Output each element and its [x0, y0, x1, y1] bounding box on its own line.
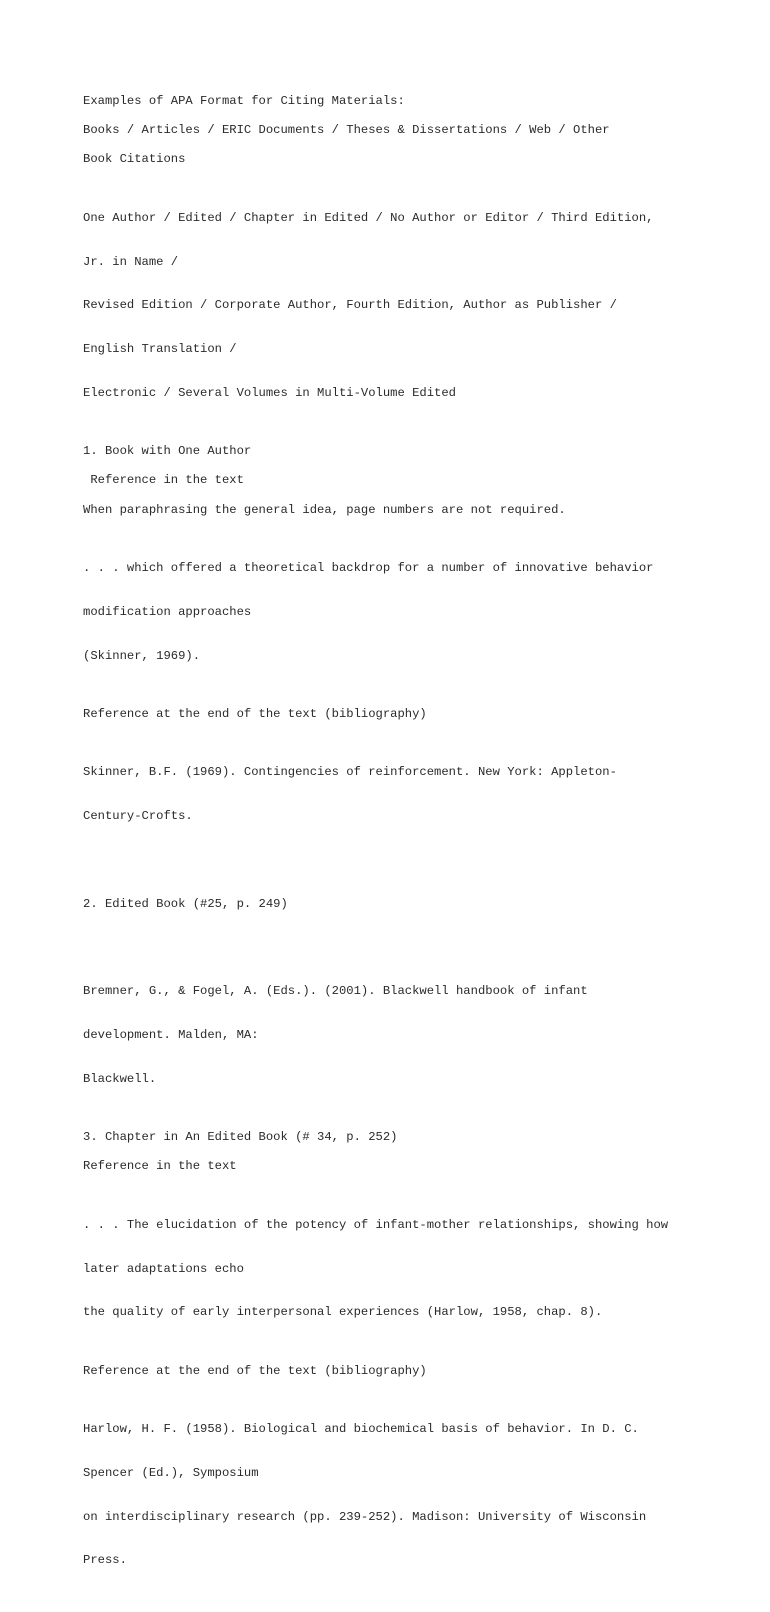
- example1-heading: 1. Book with One Author: [83, 444, 252, 459]
- document-page: [83, 94, 743, 1612]
- quote-line: the quality of early interpersonal experiences (Harlow, 1958, chap. 8).: [83, 1305, 603, 1320]
- example1-quote: [83, 532, 743, 693]
- quote-line: (Skinner, 1969).: [83, 648, 201, 663]
- example1-ref-text-label: Reference in the text: [83, 473, 244, 488]
- citation-line: Bremner, G., & Fogel, A. (Eds.). (2001). Blackwell handbook of infant: [83, 984, 588, 999]
- quote-line: . . . which offered a theoretical backdrop for a number of innovative behavior: [83, 561, 654, 575]
- example1-citation: [83, 736, 743, 853]
- category-navigation: Books / Articles / ERIC Documents / Theses & Dissertations / Web / Other: [83, 123, 610, 138]
- quote-line: modification approaches: [83, 604, 252, 619]
- example3-citation: [83, 1393, 743, 1597]
- document-title: Examples of APA Format for Citing Materials:: [83, 94, 405, 108]
- citation-line: Skinner, B.F. (1969). Contingencies of reinforcement. New York: Appleton-: [83, 765, 617, 780]
- example3-ref-end-label: Reference at the end of the text (bibliography): [83, 1363, 427, 1378]
- section-heading: Book Citations: [83, 152, 186, 167]
- citation-line: development. Malden, MA:: [83, 1028, 259, 1043]
- example2-heading: 2. Edited Book (#25, p. 249): [83, 896, 288, 911]
- book-types-line: One Author / Edited / Chapter in Edited / No Author or Editor / Third Edition,: [83, 210, 654, 225]
- example3-ref-text-label: Reference in the text: [83, 1159, 237, 1174]
- quote-line: . . . The elucidation of the potency of infant-mother relationships, showing how: [83, 1217, 669, 1232]
- example2-citation: [83, 955, 743, 1116]
- example1-note: When paraphrasing the general idea, page numbers are not required.: [83, 502, 566, 517]
- example3-quote: [83, 1189, 743, 1350]
- citation-line: Spencer (Ed.), Symposium: [83, 1465, 259, 1480]
- book-types-line: Revised Edition / Corporate Author, Fourth Edition, Author as Publisher /: [83, 298, 617, 313]
- example3-heading: 3. Chapter in An Edited Book (# 34, p. 252): [83, 1130, 398, 1145]
- citation-line: Century-Crofts.: [83, 809, 193, 824]
- book-types-line: English Translation /: [83, 342, 237, 357]
- citation-line: Press.: [83, 1553, 127, 1568]
- book-types-list: [83, 182, 743, 430]
- citation-line: Harlow, H. F. (1958). Biological and biochemical basis of behavior. In D. C.: [83, 1422, 639, 1437]
- citation-line: on interdisciplinary research (pp. 239-252). Madison: University of Wisconsin: [83, 1509, 647, 1524]
- citation-line: Blackwell.: [83, 1071, 157, 1086]
- example1-ref-end-label: Reference at the end of the text (bibliography): [83, 706, 427, 721]
- quote-line: later adaptations echo: [83, 1261, 244, 1276]
- book-types-line: Jr. in Name /: [83, 254, 179, 269]
- book-types-line: Electronic / Several Volumes in Multi-Volume Edited: [83, 385, 456, 400]
